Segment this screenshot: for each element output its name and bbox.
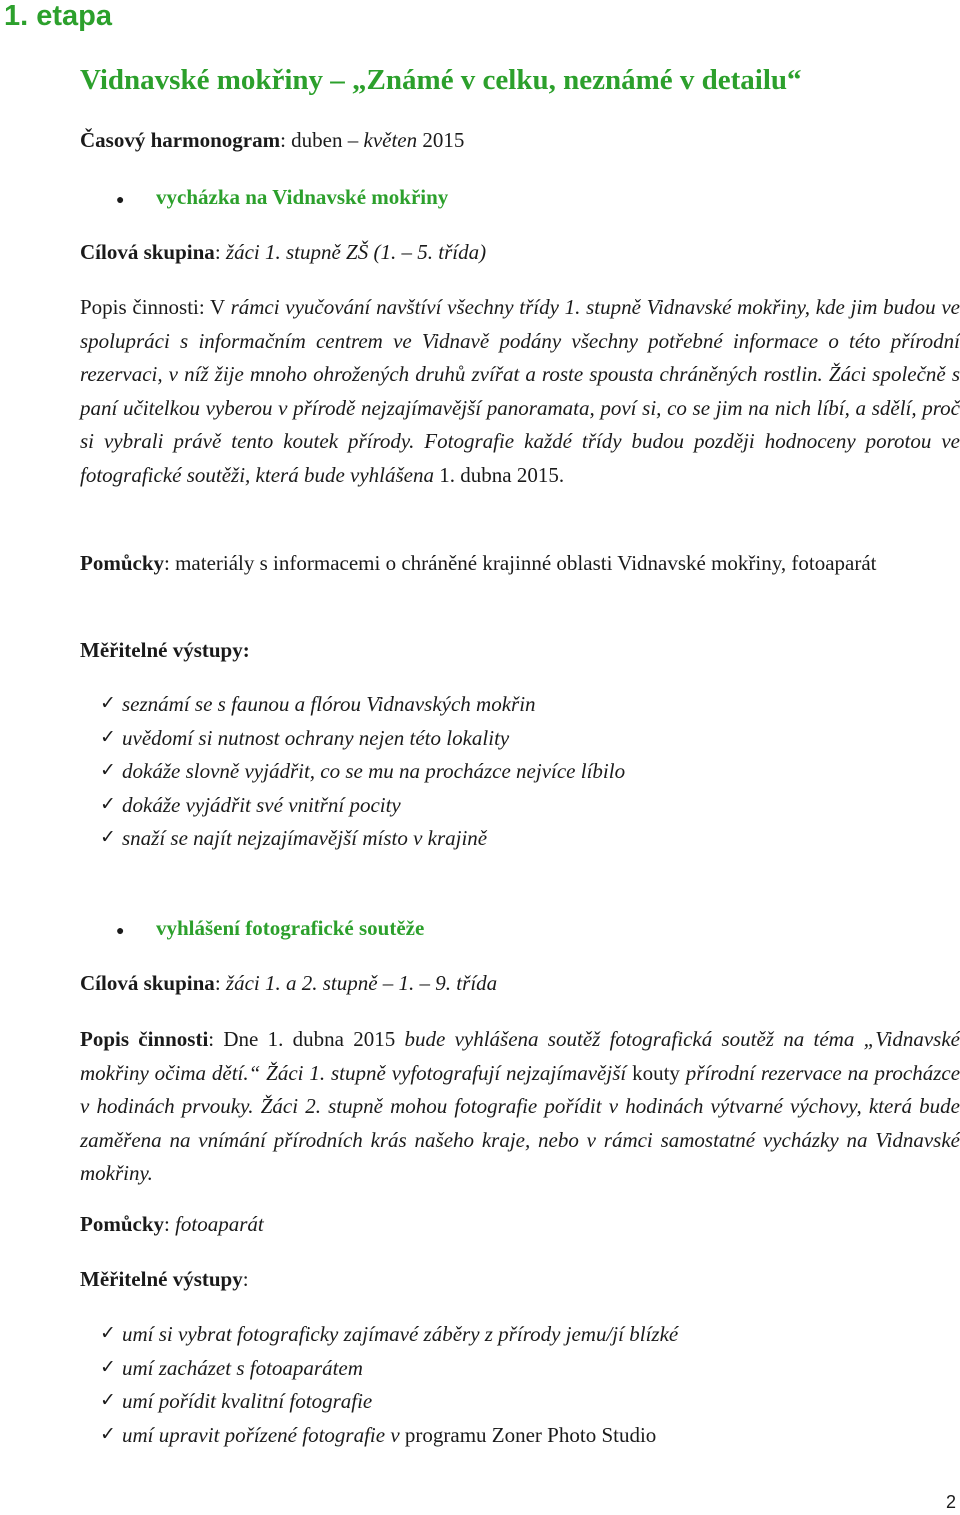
activity2-target: Cílová skupina: žáci 1. a 2. stupně – 1. – 9. třída xyxy=(80,971,498,995)
description-label: Popis činnosti xyxy=(80,1027,209,1051)
stage-heading: 1. etapa xyxy=(4,0,112,32)
activity1-output-item xyxy=(100,692,536,717)
checkmark-icon: ✓ xyxy=(100,826,116,848)
checkmark-icon: ✓ xyxy=(100,793,116,815)
document-title: Vidnavské mokřiny – „Známé v celku, neznámé v detailu“ xyxy=(80,64,802,96)
bullet-dot-icon: ● xyxy=(116,924,125,939)
aids-value: : materiály s informacemi o chráněné krajinné oblasti Vidnavské mokřiny, fotoaparát xyxy=(164,551,877,575)
output-text: dokáže slovně vyjádřit, co se mu na procházce nejvíce líbilo xyxy=(122,759,626,783)
aids-value: fotoaparát xyxy=(175,1212,264,1236)
output-text: snaží se najít nejzajímavější místo v krajině xyxy=(122,826,488,850)
description-b: bude vyhlášena soutěž fotografická soutěž na téma „Vidnavské mokřiny očima dětí.“ xyxy=(80,1027,960,1085)
description-e: přírodní rezervace na procházce v hodinách prvouky. Žáci 2. stupně mohou fotografie pořídit v hodinách výtvarné výchovy, která bude zaměřena na vnímání přírodních krás našeho kraje, nebo v rámci samostatné vycházky na Vidnavské mokřiny. xyxy=(80,1060,960,1186)
activity1-aids xyxy=(80,547,960,581)
checkmark-icon: ✓ xyxy=(100,1356,116,1378)
output-text: seznámí se s faunou a flórou Vidnavských mokřin xyxy=(122,692,536,716)
description-a: : Dne 1. dubna 2015 xyxy=(208,1027,405,1051)
outputs-label: Měřitelné výstupy: xyxy=(80,638,250,662)
output-text: umí si vybrat fotograficky zajímavé záběry z přírody jemu/jí blízké xyxy=(122,1322,679,1346)
activity2-outputs-heading: Měřitelné výstupy: xyxy=(80,1267,249,1291)
bullet-dot-icon: ● xyxy=(116,193,125,208)
activity1-bullet xyxy=(80,185,448,210)
output-text: uvědomí si nutnost ochrany nejen této lokality xyxy=(122,726,510,750)
schedule-value-end: 2015 xyxy=(417,128,465,152)
schedule-line xyxy=(80,128,464,153)
aids-label: Pomůcky xyxy=(80,551,164,575)
activity1-outputs-heading xyxy=(80,638,250,663)
activity2-output-item xyxy=(100,1389,373,1414)
output-text: umí zacházet s fotoaparátem xyxy=(122,1356,363,1380)
target-value: žáci 1. stupně ZŠ (1. – 5. třída) xyxy=(225,240,487,264)
target-value: žáci 1. a 2. stupně – 1. – 9. třída xyxy=(225,971,498,995)
description-label: Popis činnosti: V xyxy=(80,295,231,319)
activity1-title: vycházka na Vidnavské mokřiny xyxy=(156,185,449,209)
activity1-output-item xyxy=(100,826,488,851)
checkmark-icon: ✓ xyxy=(100,759,116,781)
target-label: Cílová skupina xyxy=(80,971,215,995)
schedule-label: Časový harmonogram xyxy=(80,128,281,152)
description-d: kouty xyxy=(632,1060,686,1085)
description-end: 1. dubna 2015. xyxy=(439,462,565,487)
checkmark-icon: ✓ xyxy=(100,1322,116,1344)
activity2-output-item xyxy=(100,1322,679,1347)
activity2-output-item xyxy=(100,1356,363,1381)
output-text: umí pořídit kvalitní fotografie xyxy=(122,1389,373,1413)
schedule-value-start: duben – xyxy=(285,128,364,152)
output-text: dokáže vyjádřit své vnitřní pocity xyxy=(122,793,401,817)
target-label: Cílová skupina xyxy=(80,240,215,264)
activity1-output-item xyxy=(100,759,626,784)
activity1-output-item xyxy=(100,726,510,751)
activity2-bullet xyxy=(80,916,424,941)
checkmark-icon: ✓ xyxy=(100,1423,116,1445)
page-number: 2 xyxy=(945,1492,956,1512)
description-c: Žáci 1. stupně vyfotografují nejzajímavější xyxy=(266,1060,633,1085)
activity2-aids: Pomůcky: fotoaparát xyxy=(80,1212,264,1236)
outputs-label: Měřitelné výstupy xyxy=(80,1267,243,1291)
output-text: umí upravit pořízené fotografie v xyxy=(122,1423,405,1447)
activity2-title: vyhlášení fotografické soutěže xyxy=(156,916,425,940)
checkmark-icon: ✓ xyxy=(100,1389,116,1411)
description-text: rámci vyučování navštíví všechny třídy 1. stupně Vidnavské mokřiny, kde jim budou ve spolupráci s informačním centrem ve Vidnavě podány všechny potřebné informace o této přírodní rezervaci, v níž žije mnoho ohrožených druhů zvířat a roste spousta chráněných rostlin. Žáci společně s paní učitelkou vyberou v přírodě nejzajímavější panoramata, poví si, co se jim na nich líbí, a sdělí, proč si vybrali právě tento koutek přírody. Fotografie každé třídy budou později hodnoceny porotou ve fotografické soutěži, která bude vyhlášena xyxy=(80,295,960,487)
activity2-output-item xyxy=(100,1423,657,1448)
activity1-description xyxy=(80,291,960,493)
output-text-tail: programu Zoner Photo Studio xyxy=(404,1423,657,1447)
activity2-description xyxy=(80,1023,960,1191)
schedule-colon: : xyxy=(280,128,286,152)
checkmark-icon: ✓ xyxy=(100,726,116,748)
activity1-output-item xyxy=(100,793,401,818)
checkmark-icon: ✓ xyxy=(100,692,116,714)
aids-label: Pomůcky xyxy=(80,1212,164,1236)
activity1-target: Cílová skupina: žáci 1. stupně ZŠ (1. – 5. třída) xyxy=(80,240,487,264)
schedule-value-italic: květen xyxy=(363,128,418,152)
